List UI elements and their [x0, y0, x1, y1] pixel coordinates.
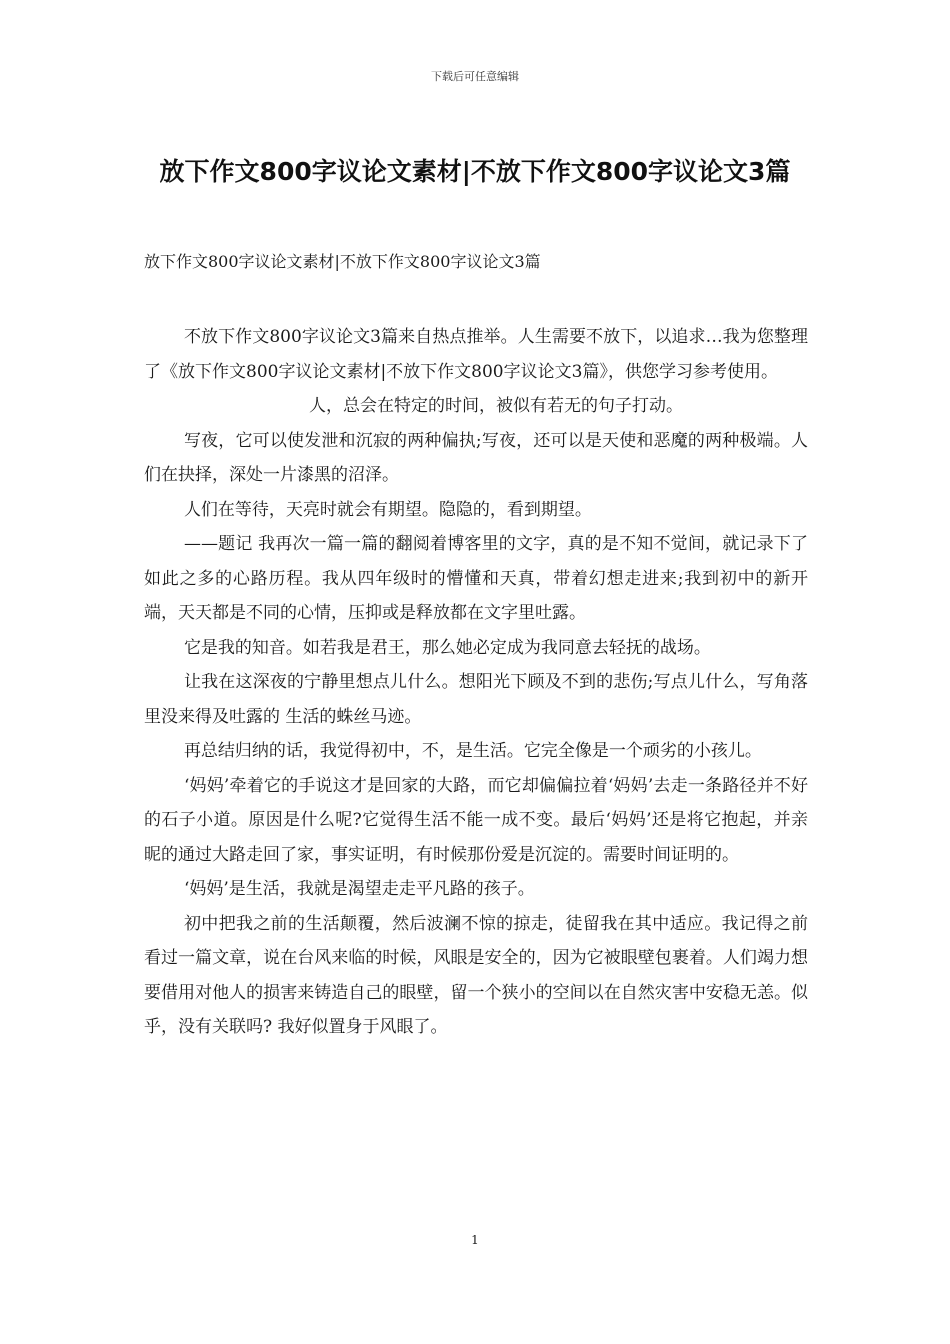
document-subtitle: 放下作文800字议论文素材|不放下作文800字议论文3篇: [144, 252, 541, 271]
paragraph: 让我在这深夜的宁静里想点儿什么。想阳光下顾及不到的悲伤;写点儿什么，写角落里没来得及吐露的 生活的蛛丝马迹。: [144, 672, 808, 727]
paragraph-quote: 人，总会在特定的时间，被似有若无的句子打动。: [309, 396, 683, 416]
paragraph: 初中把我之前的生活颠覆，然后波澜不惊的掠走，徒留我在其中适应。我记得之前看过一篇文章，说在台风来临的时候，风眼是安全的，因为它被眼壁包裹着。人们竭力想要借用对他人的损害来铸造自己的眼壁，留一个狭小的空间以在自然灾害中安稳无恙。似乎，没有关联吗? 我好似置身于风眼了。: [144, 913, 808, 1037]
paragraph: ‘妈妈’是生活，我就是渴望走走平凡路的孩子。: [183, 879, 535, 899]
page-number: 1: [471, 1233, 479, 1247]
paragraph: 再总结归纳的话，我觉得初中，不，是生活。它完全像是一个顽劣的小孩儿。: [183, 741, 762, 761]
paragraph: ——题记 我再次一篇一篇的翻阅着博客里的文字，真的是不知不觉间，就记录下了如此之多的心路历程。我从四年级时的懵懂和天真，带着幻想走进来;我到初中的新开端，天天都是不同的心情，压抑或是释放都在文字里吐露。: [144, 534, 808, 623]
document-body: [144, 320, 808, 1045]
paragraph: 它是我的知音。如若我是君王，那么她必定成为我同意去轻抚的战场。: [183, 637, 711, 658]
paragraph: 人们在等待，天亮时就会有期望。隐隐的，看到期望。: [183, 499, 592, 520]
paragraph: ‘妈妈’牵着它的手说这才是回家的大路，而它却偏偏拉着‘妈妈’去走一条路径并不好的石子小道。原因是什么呢?它觉得生活不能一成不变。最后‘妈妈’还是将它抱起，并亲昵的通过大路走回了家，事实证明，有时候那份爱是沉淀的。需要时间证明的。: [144, 775, 808, 865]
paragraph-intro: 不放下作文800字议论文3篇来自热点推举。人生需要不放下，以追求…我为您整理了《放下作文800字议论文素材|不放下作文800字议论文3篇》，供您学习参考使用。: [144, 327, 808, 382]
page-header: 下载后可任意编辑: [431, 70, 519, 83]
document-title: 放下作文800字议论文素材|不放下作文800字议论文3篇: [159, 157, 791, 186]
paragraph: 写夜，它可以使发泄和沉寂的两种偏执;写夜，还可以是天使和恶魔的两种极端。人们在抉择，深处一片漆黑的沼泽。: [144, 430, 808, 485]
